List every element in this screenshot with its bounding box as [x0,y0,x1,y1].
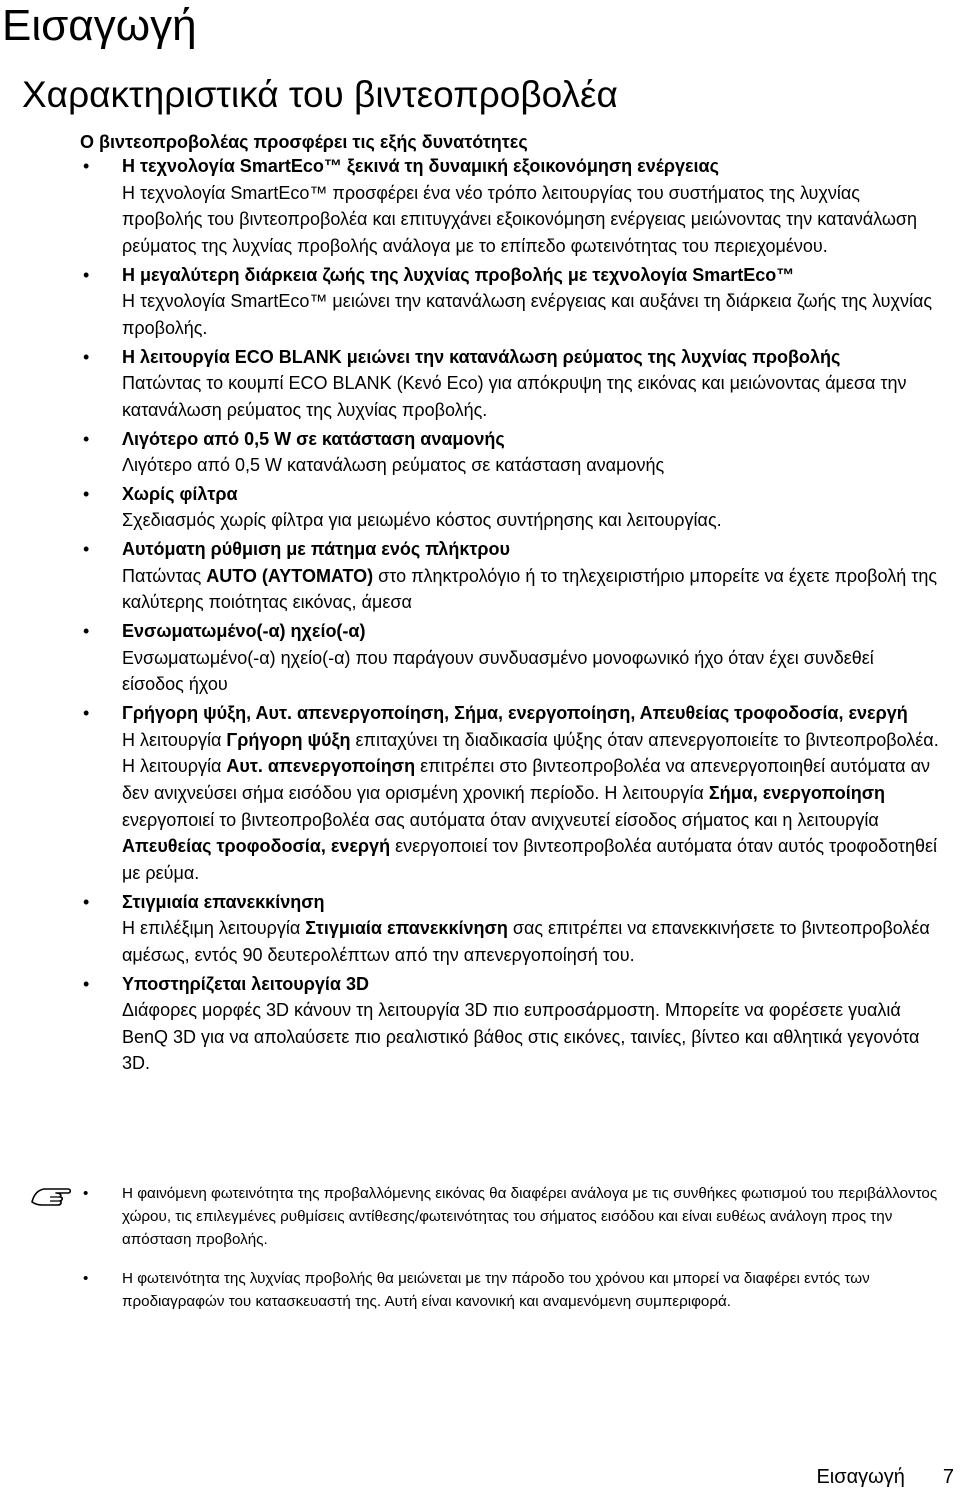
feature-description [122,727,940,887]
footer-section-name: Εισαγωγή [816,1466,905,1488]
feature-title: • Η μεγαλύτερη διάρκεια ζωής της λυχνίας προβολής με τεχνολογία SmartEco™ [122,264,795,285]
note-item: • Η φαινόμενη φωτεινότητα της προβαλλόμενης εικόνας θα διαφέρει ανάλογα με τις συνθήκες φωτισμού του περιβάλλοντος χώρου, τις επιλεγμένες ρυθμίσεις αντίθεσης/φωτεινότητας του σήματος εισόδου και είναι ευθέως ανάλογη προς την απόσταση προβολής. [80,1183,950,1251]
feature-title: • Αυτόματη ρύθμιση με πάτημα ενός πλήκτρου [122,539,510,560]
list-item [80,618,940,698]
desc-text: Πατώντας [122,565,207,586]
feature-description: Η τεχνολογία SmartEco™ μειώνει την κατανάλωση ενέργειας και αυξάνει τη διάρκεια ζωής της λυχνίας προβολής. [122,291,933,338]
direct-power-on-label: Απευθείας τροφοδοσία, ενεργή [122,836,391,857]
feature-title: • Υποστηρίζεται λειτουργία 3D [122,973,369,994]
list-item [80,262,940,342]
desc-text: επιταχύνει τη διαδικασία ψύξης όταν απενεργοποιείτε το βιντεοπροβολέα. Η λειτουργία [122,729,939,777]
desc-text: ενεργοποιεί το βιντεοπροβολέα σας αυτόματα όταν ανιχνευτεί είσοδος σήματος και η λειτουργία [122,809,879,830]
list-item [80,153,940,259]
feature-list [80,153,940,1079]
feature-description [122,915,940,968]
feature-title: • Η τεχνολογία SmartEco™ ξεκινά τη δυναμική εξοικονόμηση ενέργειας [122,156,719,176]
feature-description [122,563,940,616]
feature-description: Η τεχνολογία SmartEco™ προσφέρει ένα νέο τρόπο λειτουργίας του συστήματος της λυχνίας προβολής του βιντεοπροβολέα και επιτυγχάνει εξοικονόμηση ενέργειας μειώνοντας την κατανάλωση ρεύματος της λυχνίας προβολής ανάλογα με το επίπεδο φωτεινότητας του περιεχομένου. [122,182,918,256]
feature-description: Πατώντας το κουμπί ECO BLANK (Κενό Eco) για απόκρυψη της εικόνας και μειώνοντας άμεσα την κατανάλωση ρεύματος της λυχνίας προβολής. [122,373,907,420]
feature-title: • Χωρίς φίλτρα [122,483,238,504]
list-item [80,700,940,886]
feature-title: • Ενσωματωμένο(-α) ηχείο(-α) [122,621,366,642]
feature-description: Σχεδιασμός χωρίς φίλτρα για μειωμένο κόστος συντήρησης και λειτουργίας. [122,510,722,531]
auto-power-off-label: Αυτ. απενεργοποίηση [226,756,416,777]
desc-text: επιτρέπει στο βιντεοπροβολέα να απενεργοποιηθεί αυτόματα αν δεν ανιχνεύσει σήμα εισόδου για ορισμένη χρονική περίοδο. Η λειτουργία [122,756,930,803]
auto-key-label: AUTO (ΑΥΤΟΜΑΤΟ) [206,565,374,586]
feature-title: • Λιγότερο από 0,5 W σε κατάσταση αναμονής [122,428,505,449]
list-item [80,426,940,479]
instant-restart-label: Στιγμιαία επανεκκίνηση [305,918,508,939]
page-footer [816,1463,954,1491]
feature-title: • Στιγμιαία επανεκκίνηση [122,891,325,912]
note-hand-icon [28,1180,84,1212]
page-number: 7 [942,1466,954,1488]
feature-description: Λιγότερο από 0,5 W κατανάλωση ρεύματος σε κατάσταση αναμονής [122,455,665,476]
feature-description: Διάφορες μορφές 3D κάνουν τη λειτουργία 3D πιο ευπροσάρμοστη. Μπορείτε να φορέσετε γυαλιά BenQ 3D για να απολαύσετε πιο ρεαλιστικό βάθος στις εικόνες, ταινίες, βίντεο και αθλητικά γεγονότα 3D. [122,1000,920,1074]
signal-power-on-label: Σήμα, ενεργοποίηση [708,782,886,803]
list-item [80,481,940,534]
desc-text: Η λειτουργία [122,729,227,750]
page-heading: Εισαγωγή [2,1,197,50]
list-item [80,889,940,969]
desc-text: ενεργοποιεί τον βιντεοπροβολέα αυτόματα όταν αυτός τροφοδοτηθεί με ρεύμα. [122,836,938,883]
feature-title: • Γρήγορη ψύξη, Αυτ. απενεργοποίηση, Σήμα, ενεργοποίηση, Απευθείας τροφοδοσία, ενεργή [122,703,908,724]
quick-cooling-label: Γρήγορη ψύξη [226,729,351,750]
note-item: • Η φωτεινότητα της λυχνίας προβολής θα μειώνεται με την πάροδο του χρόνου και μπορεί να διαφέρει εντός των προδιαγραφών του κατασκευαστή της. Αυτή είναι κανονική και αναμενόμενη συμπεριφορά. [80,1268,950,1314]
desc-text: Η επιλέξιμη λειτουργία [122,918,306,939]
section-subheading: Χαρακτηριστικά του βιντεοπροβολέα [22,74,618,115]
feature-title: • Η λειτουργία ECO BLANK μειώνει την κατανάλωση ρεύματος της λυχνίας προβολής [122,346,841,367]
list-item [80,536,940,616]
list-item [80,344,940,424]
list-item [80,971,940,1077]
desc-text: σας επιτρέπει να επανεκκινήσετε το βιντεοπροβολέα αμέσως, εντός 90 δευτερολέπτων από την απενεργοποίησή του. [122,918,930,965]
notes-list [80,1183,950,1331]
feature-description: Ενσωματωμένο(-α) ηχείο(-α) που παράγουν συνδυασμένο μονοφωνικό ήχο όταν έχει συνδεθεί είσοδος ήχου [122,647,874,695]
intro-text: Ο βιντεοπροβολέας προσφέρει τις εξής δυνατότητες [80,132,528,152]
desc-text: στο πληκτρολόγιο ή το τηλεχειριστήριο μπορείτε να έχετε προβολή της καλύτερης ποιότητας εικόνας, άμεσα [122,565,938,613]
